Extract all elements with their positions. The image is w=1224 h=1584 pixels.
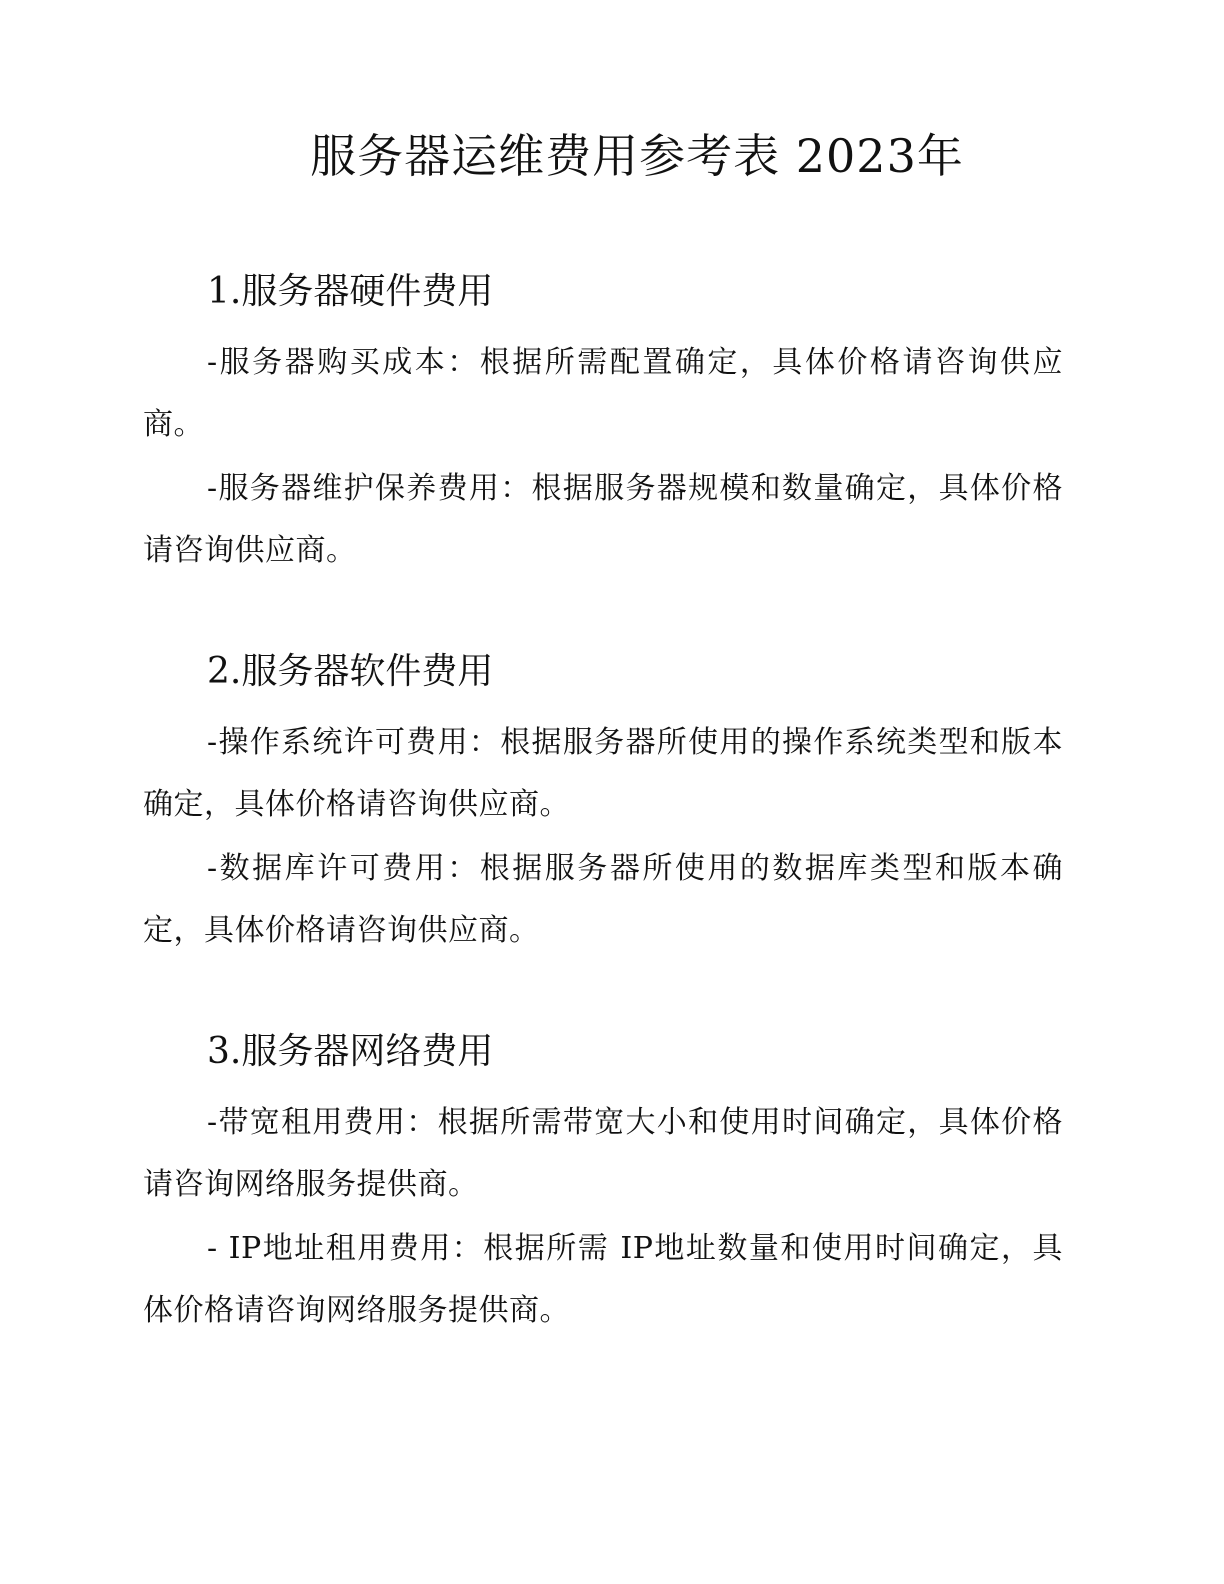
section-item: -服务器购买成本：根据所需配置确定，具体价格请咨询供应商。 [143,345,1063,442]
section-item: -带宽租用费用：根据所需带宽大小和使用时间确定，具体价格请咨询网络服务提供商。 [143,1105,1063,1202]
document-title: 服务器运维费用参考表 2023年 [310,129,964,183]
section-network [143,1030,1063,1342]
section-item: -操作系统许可费用：根据服务器所使用的操作系统类型和版本确定，具体价格请咨询供应商。 [143,725,1063,822]
section-hardware [143,270,1063,582]
section-item: - IP地址租用费用：根据所需 IP地址数量和使用时间确定，具体价格请咨询网络服务提供商。 [143,1231,1063,1328]
section-heading: 1.服务器硬件费用 [207,271,494,312]
section-item: -数据库许可费用：根据服务器所使用的数据库类型和版本确定，具体价格请咨询供应商。 [143,851,1063,948]
section-software [143,650,1063,962]
section-heading: 3.服务器网络费用 [207,1031,494,1072]
section-item: -服务器维护保养费用：根据服务器规模和数量确定，具体价格请咨询供应商。 [143,471,1063,568]
section-heading: 2.服务器软件费用 [207,651,494,692]
